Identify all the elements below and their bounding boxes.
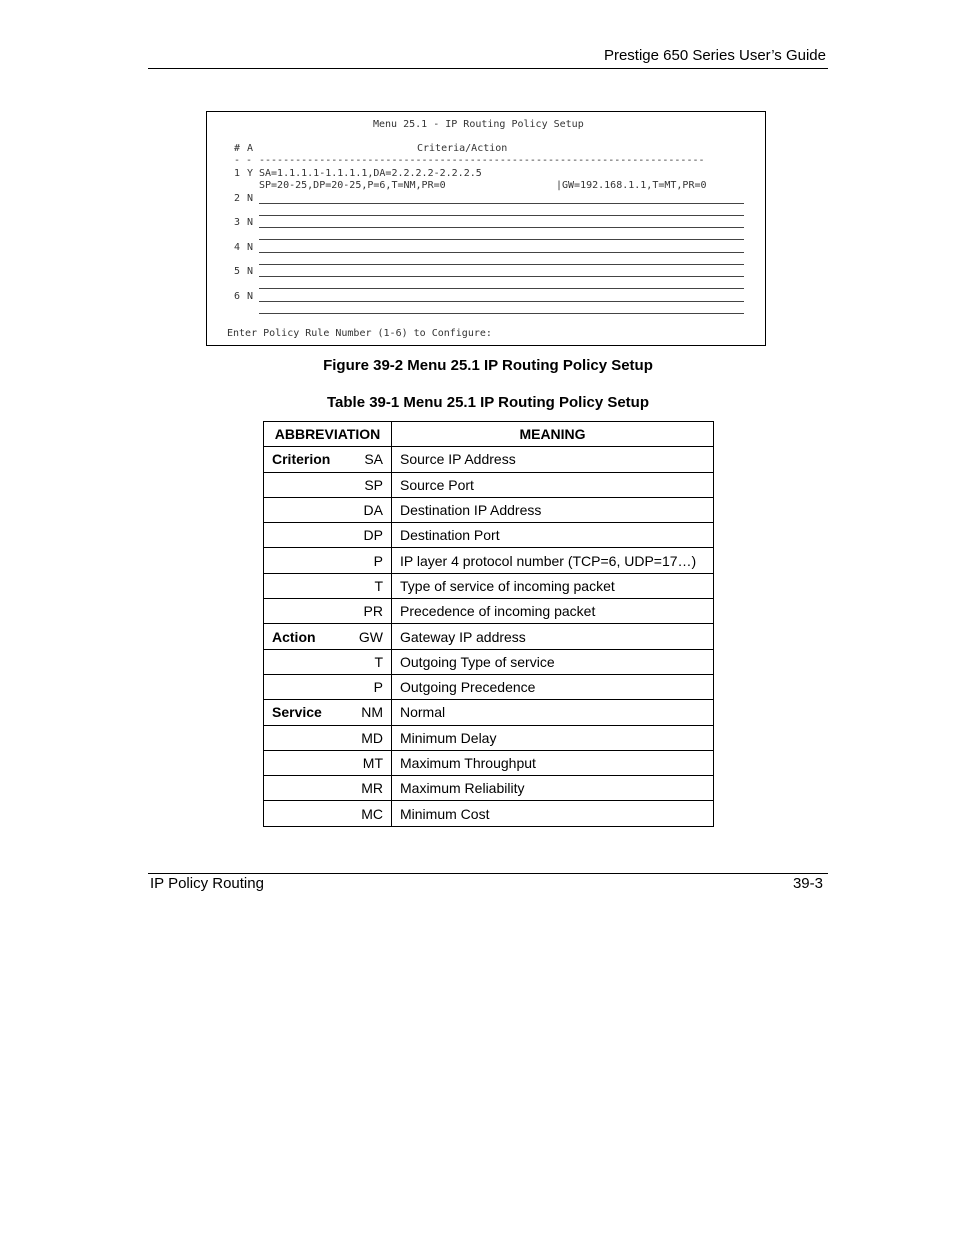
col-active: A (247, 143, 254, 154)
rule-blank-line (259, 313, 744, 314)
abbreviation-code: SA (364, 451, 383, 468)
group-label: Action (272, 628, 316, 645)
table-row (264, 472, 714, 497)
table-row (264, 649, 714, 674)
abbreviation-code: DA (363, 502, 383, 519)
header-abbreviation: ABBREVIATION (264, 422, 392, 447)
rule-blank-line (259, 252, 744, 253)
rule-blank-line (259, 239, 744, 240)
group-label: Service (272, 704, 322, 721)
abbreviation-cell (264, 523, 392, 548)
abbreviation-cell (264, 497, 392, 522)
abbreviation-cell (264, 750, 392, 775)
abbreviation-code: MC (361, 805, 383, 822)
abbreviation-cell (264, 548, 392, 573)
rule-blank-line (259, 215, 744, 216)
table-row (264, 573, 714, 598)
table-row (264, 725, 714, 750)
table-row (264, 447, 714, 472)
abbreviation-cell (264, 700, 392, 725)
abbreviation-cell (264, 725, 392, 750)
footer-section: IP Policy Routing (150, 875, 264, 892)
page-number: 39-3 (792, 875, 823, 892)
rule-action: |GW=192.168.1.1,T=MT,PR=0 (556, 180, 707, 191)
table-body (264, 447, 714, 826)
meaning-cell: IP layer 4 protocol number (TCP=6, UDP=17…) (392, 548, 714, 573)
meaning-cell: Minimum Delay (392, 725, 714, 750)
abbreviation-table (263, 421, 714, 827)
rule-blank-line (259, 227, 744, 228)
meaning-cell: Normal (392, 700, 714, 725)
abbreviation-code: MR (361, 780, 383, 797)
meaning-cell: Source IP Address (392, 447, 714, 472)
prompt-text: Enter Policy Rule Number (1-6) to Configure: (227, 328, 492, 339)
rule-blank-line (259, 276, 744, 277)
table-caption: Table 39-1 Menu 25.1 IP Routing Policy Setup (326, 394, 650, 411)
rule-active: N (247, 217, 254, 228)
abbreviation-code: GW (358, 628, 383, 645)
meaning-cell: Maximum Reliability (392, 776, 714, 801)
group-label: Criterion (272, 451, 331, 468)
table-row (264, 523, 714, 548)
table-row (264, 750, 714, 775)
meaning-cell: Source Port (392, 472, 714, 497)
rule-blank-line (259, 301, 744, 302)
table-row (264, 548, 714, 573)
abbreviation-code: P (373, 552, 383, 569)
abbreviation-code: MD (361, 729, 383, 746)
abbreviation-code: DP (363, 527, 383, 544)
rule-number: 1 (234, 168, 241, 179)
rule-blank-line (259, 288, 744, 289)
table-row (264, 624, 714, 649)
abbreviation-code: PR (363, 603, 383, 620)
abbreviation-cell (264, 573, 392, 598)
separator-dashes: - - (234, 155, 253, 166)
rule-blank-line (259, 264, 744, 265)
rule-active: N (247, 193, 254, 204)
abbreviation-code: MT (362, 755, 383, 771)
abbreviation-cell (264, 599, 392, 624)
header-rule (148, 68, 828, 69)
meaning-cell: Destination Port (392, 523, 714, 548)
rule-number: 6 (234, 291, 241, 302)
abbreviation-code: T (374, 653, 383, 670)
abbreviation-cell (264, 472, 392, 497)
meaning-cell: Outgoing Precedence (392, 674, 714, 699)
meaning-cell: Precedence of incoming packet (392, 599, 714, 624)
meaning-cell: Type of service of incoming packet (392, 573, 714, 598)
rule-active: N (247, 242, 254, 253)
abbreviation-cell (264, 649, 392, 674)
meaning-cell: Outgoing Type of service (392, 649, 714, 674)
header-title: Prestige 650 Series User’s Guide (603, 47, 826, 64)
table-header-row (264, 422, 714, 447)
meaning-cell: Maximum Throughput (392, 750, 714, 775)
meaning-cell: Minimum Cost (392, 801, 714, 826)
rule-active: N (247, 291, 254, 302)
menu-title: Menu 25.1 - IP Routing Policy Setup (373, 119, 584, 130)
rule-active: Y (247, 168, 254, 179)
col-hash: # (234, 143, 241, 154)
abbreviation-cell (264, 624, 392, 649)
table-row (264, 674, 714, 699)
table-row (264, 700, 714, 725)
rule-criteria-line2: SP=20-25,DP=20-25,P=6,T=NM,PR=0 (259, 180, 446, 191)
table-row (264, 801, 714, 826)
figure-caption: Figure 39-2 Menu 25.1 IP Routing Policy Setup (323, 357, 653, 374)
rule-blank-line (259, 203, 744, 204)
header-meaning: MEANING (392, 422, 714, 447)
table-row (264, 599, 714, 624)
table-row (264, 497, 714, 522)
rule-number: 3 (234, 217, 241, 228)
abbreviation-cell (264, 674, 392, 699)
abbreviation-code: NM (361, 704, 383, 721)
col-criteria: Criteria/Action (417, 143, 508, 154)
abbreviation-code: T (374, 577, 383, 594)
abbreviation-code: P (373, 679, 383, 696)
rule-number: 4 (234, 242, 241, 253)
rule-number: 2 (234, 193, 241, 204)
footer-rule (148, 873, 828, 874)
rule-number: 5 (234, 266, 241, 277)
abbreviation-cell (264, 447, 392, 472)
abbreviation-cell (264, 801, 392, 826)
rule-active: N (247, 266, 254, 277)
separator-line: -------------------------------------------------------------------------- (259, 155, 705, 166)
meaning-cell: Destination IP Address (392, 497, 714, 522)
abbreviation-code: SP (364, 476, 383, 493)
terminal-screenshot (206, 111, 766, 346)
table-row (264, 776, 714, 801)
abbreviation-cell (264, 776, 392, 801)
meaning-cell: Gateway IP address (392, 624, 714, 649)
rule-criteria-line1: SA=1.1.1.1-1.1.1.1,DA=2.2.2.2-2.2.2.5 (259, 168, 482, 179)
